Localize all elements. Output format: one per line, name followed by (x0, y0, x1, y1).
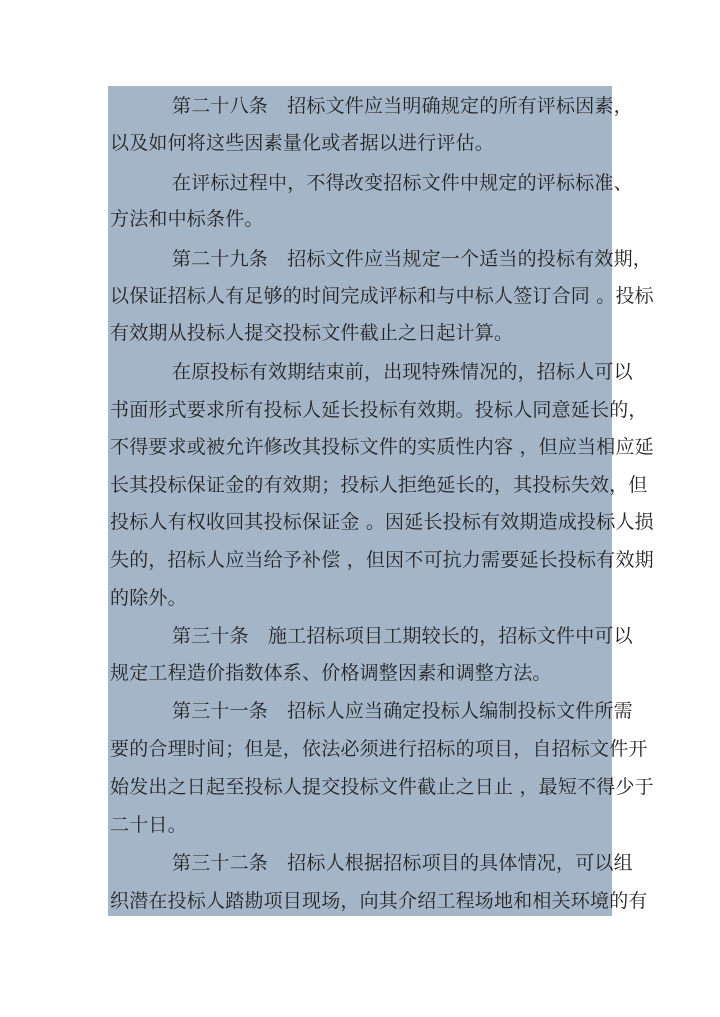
article-29-line-9: 失的，招标人应当给予补偿 ，但因不可抗力需要延长投标有效期 (110, 549, 654, 571)
article-29-line-10: 的除外。 (110, 587, 187, 609)
article-31-line-4: 二十日。 (110, 814, 187, 836)
article-29-line-7: 长其投标保证金的有效期；投标人拒绝延长的，其投标失效，但 (110, 474, 648, 496)
article-28-line-3: 在评标过程中，不得改变招标文件中规定的评标标准、 (172, 172, 633, 194)
article-28-line-2: 以及如何将这些因素量化或者据以进行评估。 (110, 132, 495, 154)
article-29-line-2: 以保证招标人有足够的时间完成评标和与中标人签订合同 。投标 (110, 285, 654, 307)
article-30-line-1: 第三十条 施工招标项目工期较长的，招标文件中可以 (172, 625, 633, 647)
article-29-line-4: 在原投标有效期结束前，出现特殊情况的，招标人可以 (172, 361, 633, 383)
article-28-line-4: 方法和中标条件。 (110, 208, 264, 230)
article-29-line-1: 第二十九条 招标文件应当规定一个适当的投标有效期， (172, 248, 653, 270)
article-29-line-3: 有效期从投标人提交投标文件截止之日起计算。 (110, 322, 514, 344)
article-29-line-8: 投标人有权收回其投标保证金 。因延长投标有效期造成投标人损 (110, 511, 654, 533)
article-28-line-1: 第二十八条 招标文件应当明确规定的所有评标因素， (172, 95, 633, 117)
article-30-line-2: 规定工程造价指数体系、价格调整因素和调整方法。 (110, 662, 552, 684)
article-32-line-2: 织潜在投标人踏勘项目现场，向其介绍工程场地和相关环境的有 (110, 890, 648, 912)
article-31-line-1: 第三十一条 招标人应当确定投标人编制投标文件所需 (172, 700, 633, 722)
article-32-line-1: 第三十二条 招标人根据招标项目的具体情况，可以组 (172, 852, 633, 874)
article-31-line-2: 要的合理时间；但是，依法必须进行招标的项目，自招标文件开 (110, 738, 648, 760)
article-29-line-5: 书面形式要求所有投标人延长投标有效期。投标人同意延长的， (110, 399, 648, 421)
article-31-line-3: 始发出之日起至投标人提交投标文件截止之日止 ，最短不得少于 (110, 776, 654, 798)
article-29-line-6: 不得要求或被允许修改其投标文件的实质性内容 ，但应当相应延 (110, 436, 654, 458)
